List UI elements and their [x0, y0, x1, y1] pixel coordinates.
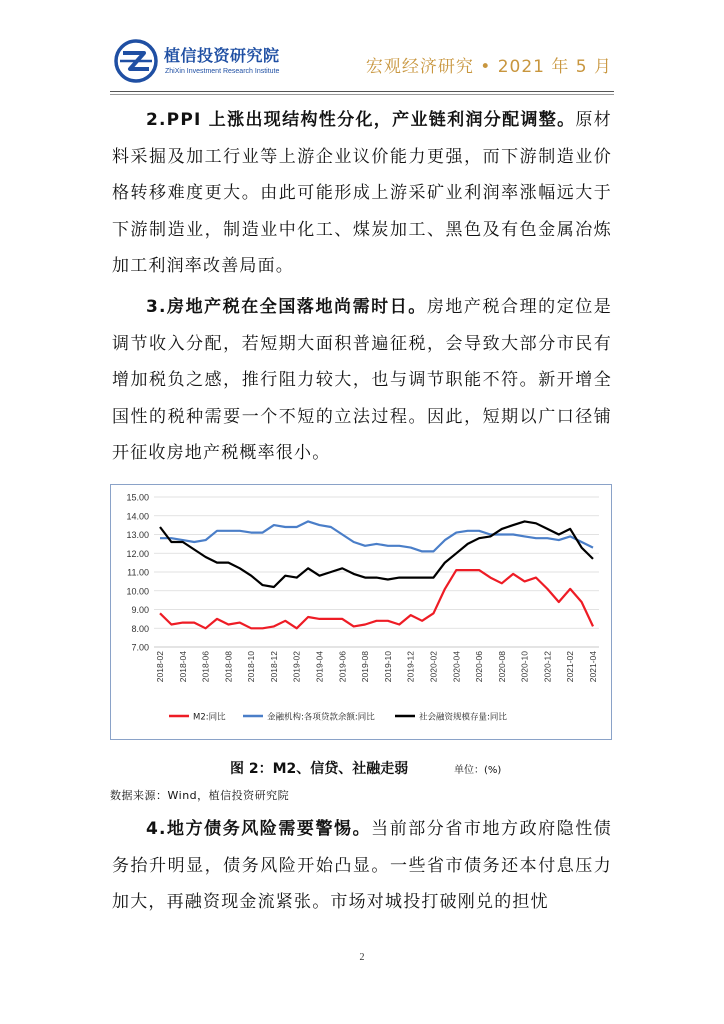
paragraph-body: 房地产税合理的定位是调节收入分配，若短期大面积普遍征税，会导致大部分市民有增加税负之感，推行阻力较大，也与调节职能不符。新开增全国性的税种需要一个不短的立法过程。因此，短期以广口径铺开征收房地产税概率很小。 [112, 297, 612, 463]
paragraph-lead: 2.PPI 上涨出现结构性分化，产业链利润分配调整。 [146, 110, 576, 130]
y-tick-label: 15.00 [126, 492, 149, 503]
x-tick-label: 2020-08 [496, 651, 507, 683]
x-tick-label: 2020-04 [451, 651, 462, 683]
chart-frame [110, 484, 612, 740]
header-divider [110, 91, 614, 92]
y-tick-label: 13.00 [126, 530, 149, 540]
series-line-0 [160, 570, 593, 628]
x-tick-label: 2021-02 [565, 651, 576, 683]
paragraph-local-debt [112, 811, 612, 921]
line-chart [111, 485, 611, 739]
x-tick-label: 2018-12 [268, 651, 279, 683]
y-tick-label: 8.00 [131, 623, 149, 634]
y-tick-label: 10.00 [126, 586, 149, 597]
x-tick-label: 2018-02 [155, 651, 165, 683]
x-tick-label: 2019-02 [291, 651, 302, 683]
paragraph-body: 当前部分省市地方政府隐性债务抬升明显，债务风险开始凸显。一些省市债务还本付息压力加大，再融资现金流紧张。市场对城投打破刚兑的担忧 [112, 819, 612, 912]
x-tick-label: 2020-06 [474, 651, 485, 683]
header-divider-thin [110, 94, 614, 95]
page-header [0, 0, 724, 100]
x-tick-label: 2019-04 [314, 651, 325, 683]
legend-label: 社会融资规模存量:同比 [419, 712, 507, 723]
y-tick-label: 12.00 [126, 548, 149, 559]
x-tick-label: 2021-04 [588, 651, 598, 683]
logo-icon [114, 39, 158, 83]
y-tick-label: 14.00 [126, 511, 149, 522]
paragraph-property-tax [112, 289, 612, 472]
x-tick-label: 2018-08 [223, 651, 234, 683]
x-tick-label: 2019-12 [405, 651, 416, 683]
x-tick-label: 2020-10 [519, 651, 530, 683]
x-tick-label: 2018-10 [246, 651, 257, 683]
paragraph-body: 原材料采掘及加工行业等上游企业议价能力更强，而下游制造业价格转移难度更大。由此可能形成上游采矿业利润率涨幅远大于下游制造业，制造业中化工、煤炭加工、黑色及有色金属冶炼加工利润率改善局面。 [112, 110, 612, 276]
x-tick-label: 2018-04 [177, 651, 188, 683]
series-line-1 [160, 521, 593, 551]
paragraph-lead: 3.房地产税在全国落地尚需时日。 [146, 297, 427, 317]
x-tick-label: 2018-06 [200, 651, 211, 683]
x-tick-label: 2019-08 [360, 651, 371, 683]
legend-label: 金融机构:各项贷款余额:同比 [267, 712, 375, 723]
x-tick-label: 2020-02 [428, 651, 439, 683]
x-tick-label: 2019-06 [337, 651, 348, 683]
org-name: 植信投资研究院 [164, 46, 280, 65]
x-tick-label: 2020-12 [542, 651, 553, 683]
figure-caption: 图 2：M2、信贷、社融走弱 [230, 761, 409, 777]
y-tick-label: 9.00 [131, 605, 149, 615]
page-number: 2 [359, 952, 365, 963]
legend-label: M2:同比 [193, 712, 226, 723]
y-tick-label: 11.00 [127, 567, 149, 578]
y-tick-label: 7.00 [131, 642, 149, 653]
paragraph-ppi [112, 102, 612, 285]
data-source: 数据来源：Wind，植信投资研究院 [110, 789, 290, 802]
org-name-en: ZhiXin Investment Research Institute [165, 68, 280, 75]
report-series-title: 宏观经济研究 • 2021 年 5 月 [365, 57, 612, 77]
paragraph-lead: 4.地方债务风险需要警惕。 [146, 819, 372, 839]
figure-unit: 单位：(%) [454, 765, 502, 776]
x-tick-label: 2019-10 [382, 651, 393, 683]
